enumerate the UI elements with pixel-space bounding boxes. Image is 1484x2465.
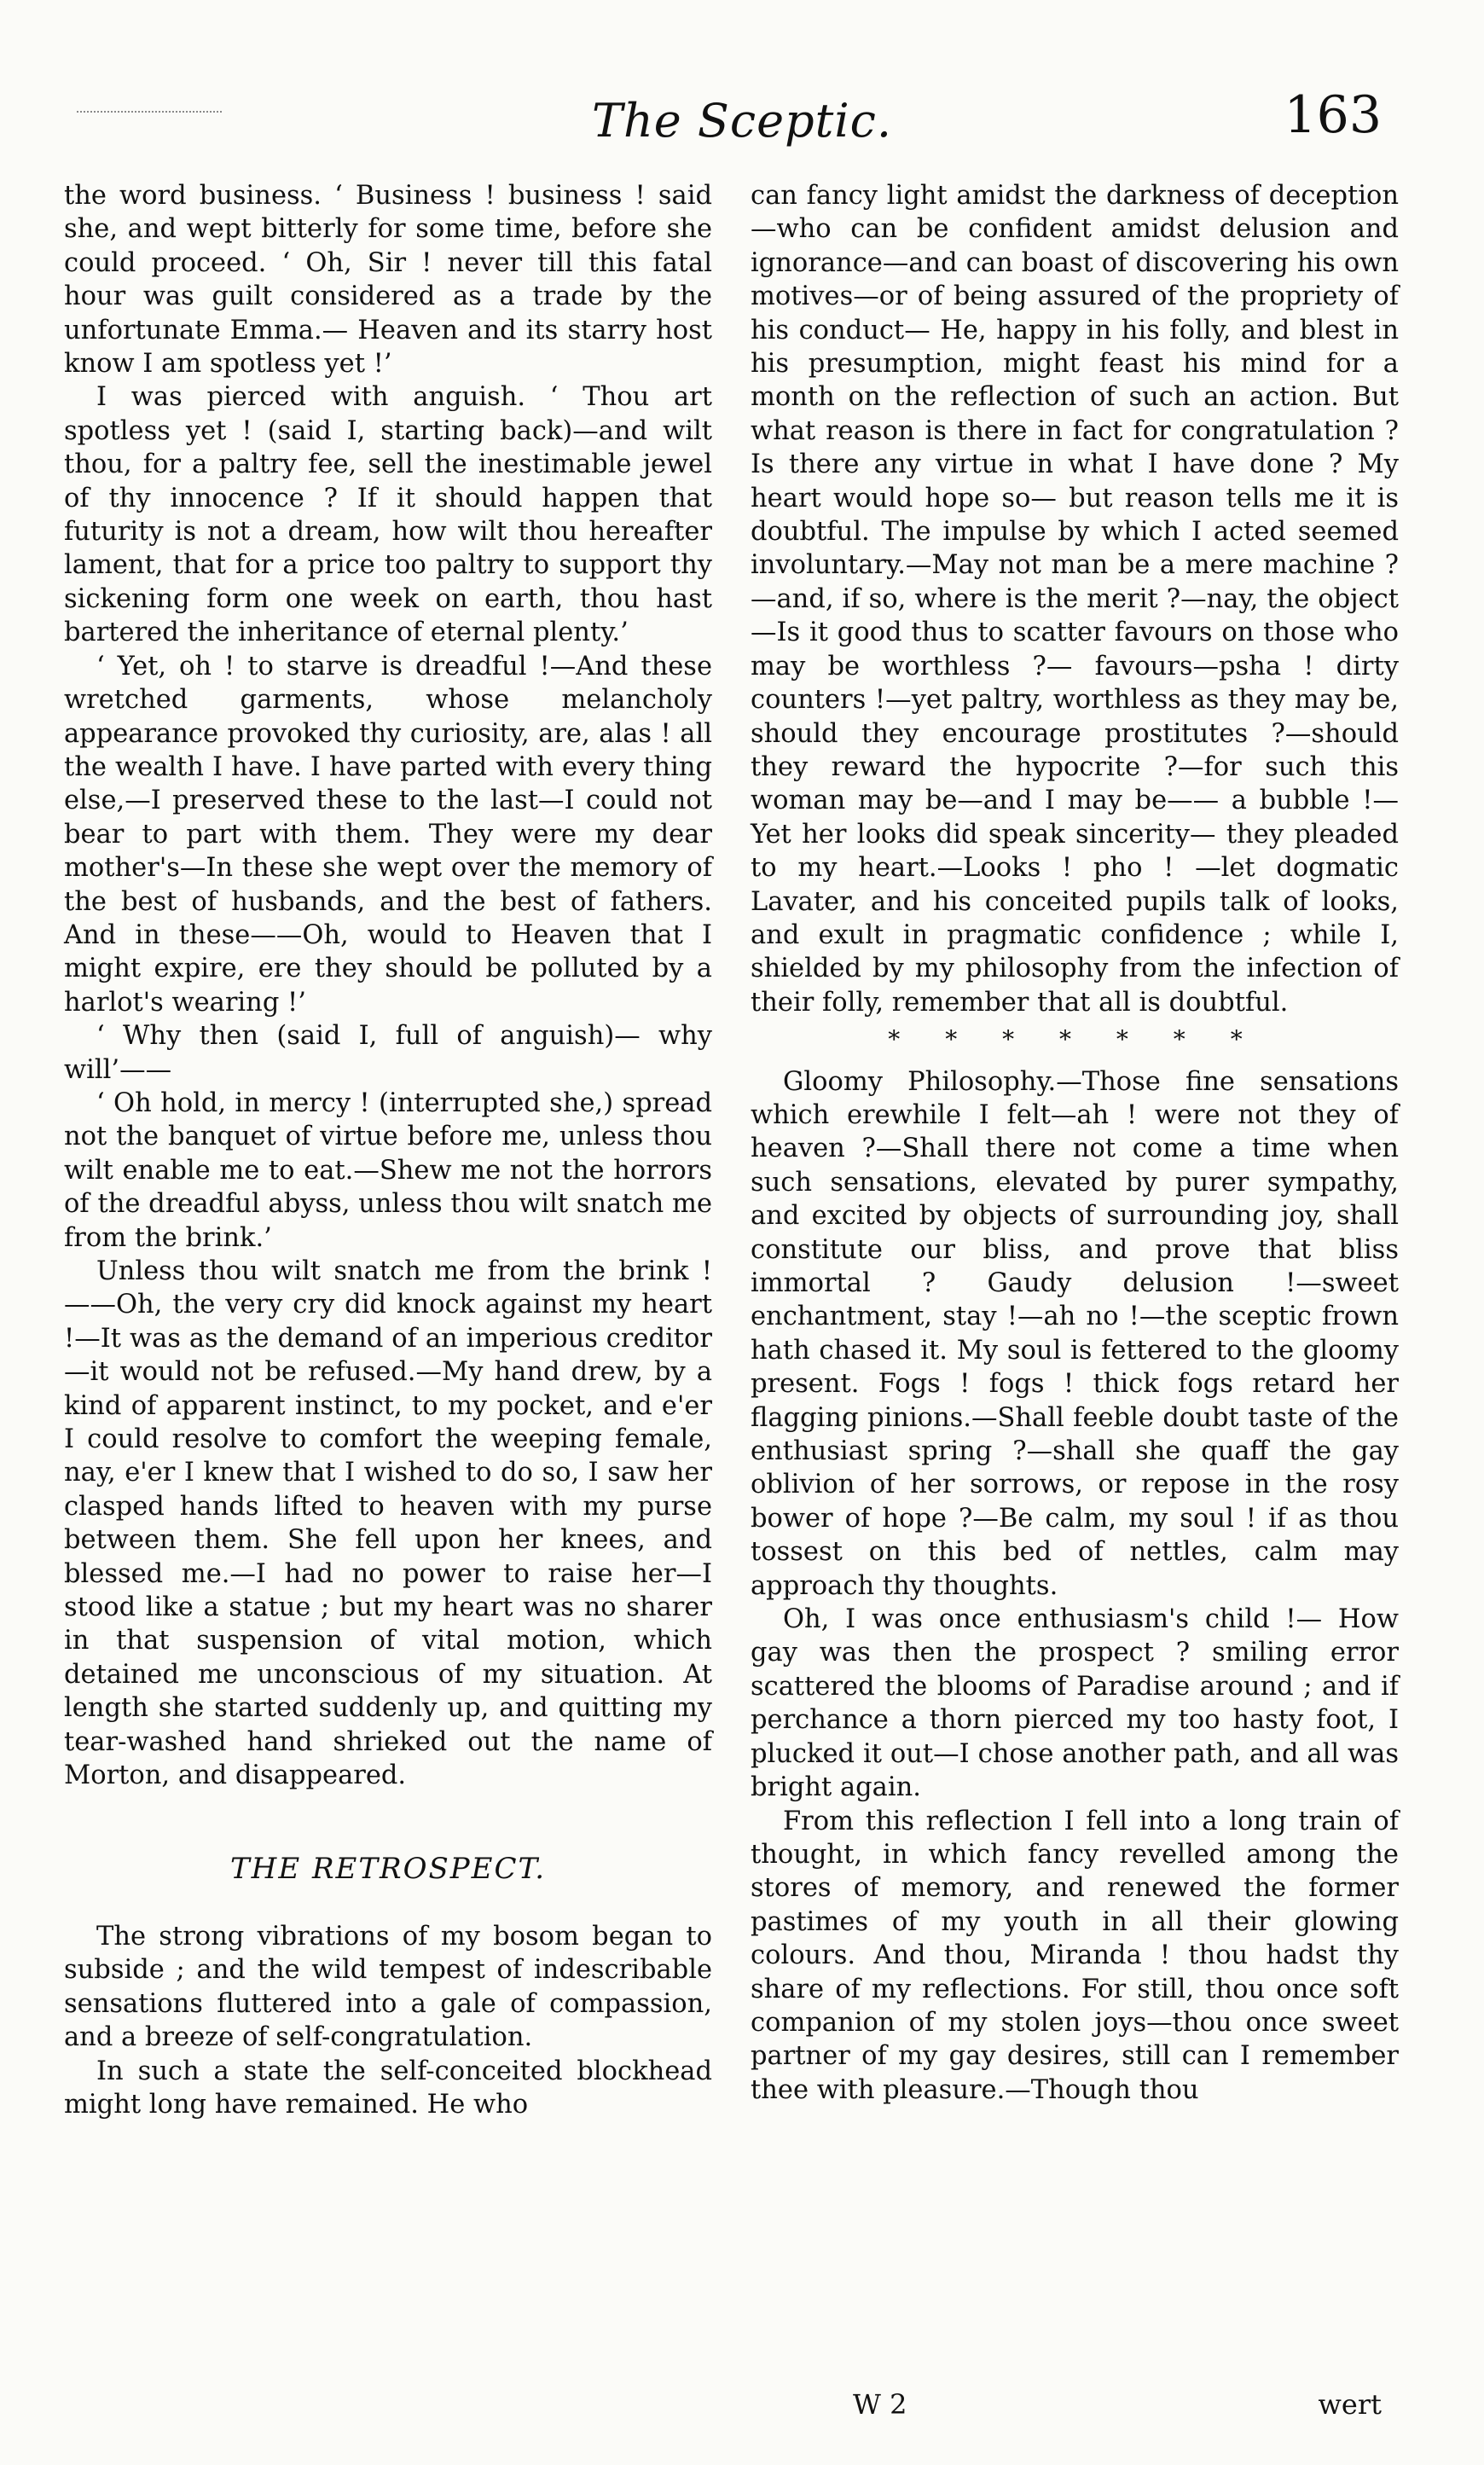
- paragraph: ‘ Oh hold, in mercy ! (interrupted she,) spread not the banquet of virtue before me, unless thou wilt enable me to eat.—Shew me not the horrors of the dreadful abyss, unless thou wilt snatch me from the brink.’: [64, 1088, 712, 1253]
- paragraph: the word business. ‘ Business ! business ! said she, and wept bitterly for some time, before she could proceed. ‘ Oh, Sir ! never till this fatal hour was guilt considered as a trade by the unfortunate Emma.— Heaven and its starry host know I am spotless yet !’: [64, 181, 712, 380]
- section-heading: THE RETROSPECT.: [229, 1851, 547, 1886]
- paragraph: can fancy light amidst the darkness of deception—who can be confident amidst delusion and ignorance—and can boast of discovering his own motives—or of being assured of the propriety of his conduct— He, happy in his folly, and blest in his presumption, might feast his mind for a month on the reflection of such an action. But what reason is there in fact for congratulation ? Is there any virtue in what I have done ? My heart would hope so— but reason tells me it is doubtful. The impulse by which I acted seemed involuntary.—May not man be a mere machine ? —and, if so, where is the merit ?—nay, the object—Is it good thus to scatter favours on those who may be worthless ?— favours—psha ! dirty counters !—yet paltry, worthless as they may be, should they encourage prostitutes ?—should they reward the hypocrite ?—for such this woman may be—and I may be—— a bubble !—Yet her looks did speak sincerity— they pleaded to my heart.—Looks ! pho ! —let dogmatic Lavater, and his conceited pupils talk of looks, and exult in pragmatic confidence ; while I, shielded by my philosophy from the infection of their folly, remember that all is doubtful.: [751, 181, 1399, 1018]
- running-head: [0, 85, 1484, 162]
- paragraph: In such a state the self-conceited blockhead might long have remained. He who: [64, 2056, 712, 2120]
- left-column: [64, 179, 712, 2121]
- paragraph: ‘ Yet, oh ! to starve is dreadful !—And these wretched garments, whose melancholy appearance provoked thy curiosity, are, alas ! all the wealth I have. I have parted with every thing else,—I preserved these to the last—I could not bear to part with them. They were my dear mother's—In these she wept over the memory of the best of husbands, and the best of fathers. And in these——Oh, would to Heaven that I might expire, ere they should be polluted by a harlot's wearing !’: [64, 651, 712, 1018]
- paragraph: Oh, I was once enthusiasm's child !— How gay was then the prospect ? smiling error scattered the blooms of Paradise around ; and if perchance a thorn pierced my too hasty foot, I plucked it out—I chose another path, and all was bright again.: [751, 1604, 1399, 1803]
- paragraph: ‘ Why then (said I, full of anguish)— why will’——: [64, 1021, 712, 1085]
- page-number: 163: [1284, 85, 1382, 145]
- paragraph: Gloomy Philosophy.—Those fine sensations which erewhile I felt—ah ! were not they of heaven ?—Shall there not come a time when such sensations, elevated by purer sympathy, and excited by objects of surrounding joy, shall constitute our bliss, and prove that bliss immortal ? Gaudy delusion !—sweet enchantment, stay !—ah no !—the sceptic frown hath chased it. My soul is fettered to the gloomy present. Fogs ! fogs ! thick fogs retard her flagging pinions.—Shall feeble doubt taste of the enthusiast spring ?—shall she quaff the gay oblivion of her sorrows, or repose in the rosy bower of hope ?—Be calm, my soul ! if as thou tossest on this bed of nettles, calm may approach thy thoughts.: [751, 1066, 1399, 1601]
- running-title: The Sceptic.: [591, 94, 893, 148]
- paragraph: Unless thou wilt snatch me from the brink ! ——Oh, the very cry did knock against my heart !—It was as the demand of an imperious creditor—it would not be refused.—My hand drew, by a kind of apparent instinct, to my pocket, and e'er I could resolve to comfort the weeping female, nay, e'er I knew that I wished to do so, I saw her clasped hands lifted to heaven with my purse between them. She fell upon her knees, and blessed me.—I had no power to raise her—I stood like a statue ; but my heart was no sharer in that suspension of vital motion, which detained me unconscious of my situation. At length she started suddenly up, and quitting my tear-washed hand shrieked out the name of Morton, and disappeared.: [64, 1256, 712, 1791]
- paragraph: From this reflection I fell into a long train of thought, in which fancy revelled among the stores of memory, and renewed the former pastimes of my youth in all their glowing colours. And thou, Miranda ! thou hadst thy share of my reflections. For still, thou once soft companion of my stolen joys—thou once sweet partner of my gay desires, still can I remember thee with pleasure.—Though thou: [751, 1806, 1399, 2105]
- section-separator: * * * * * * *: [888, 1025, 1261, 1054]
- paragraph: The strong vibrations of my bosom began to subside ; and the wild tempest of indescribable sensations fluttered into a gale of compassion, and a breeze of self-congratulation.: [64, 1921, 712, 2053]
- catchword: wert: [1318, 2388, 1382, 2421]
- paragraph: I was pierced with anguish. ‘ Thou art spotless yet ! (said I, starting back)—and wilt thou, for a paltry fee, sell the inestimable jewel of thy innocence ? If it should happen that futurity is not a dream, how wilt thou hereafter lament, that for a price too paltry to support thy sickening form one week on earth, thou hast bartered the inheritance of eternal plenty.’: [64, 382, 712, 648]
- page-footer: [751, 2388, 1399, 2426]
- right-column: [751, 179, 1399, 2107]
- signature-mark: W 2: [853, 2388, 907, 2421]
